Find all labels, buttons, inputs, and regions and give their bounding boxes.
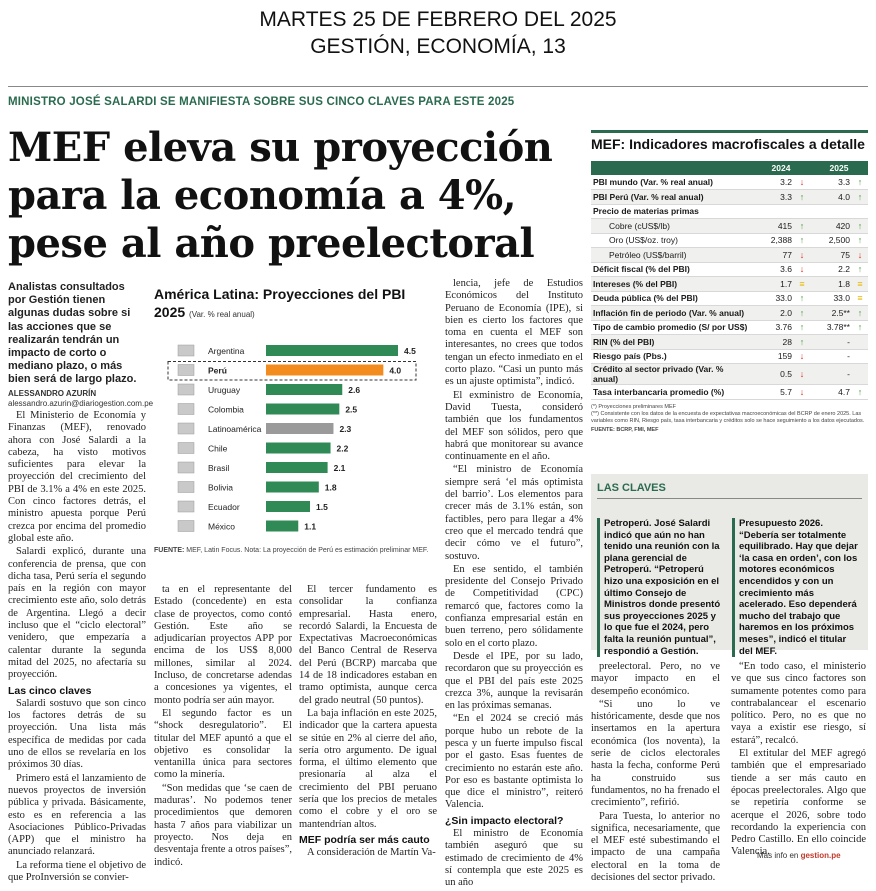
trend-icon: ≡ (852, 277, 868, 292)
indicator-row (591, 364, 868, 385)
trend-icon (852, 335, 868, 350)
chart-title-text: América Latina: Proyecciones del PBI 2025 (154, 286, 406, 320)
trend-icon (852, 349, 868, 364)
value-2025: 4.7 (810, 385, 852, 400)
header-year-2025: 2025 (810, 161, 868, 175)
paragraph: Salardi explicó, durante una conferencia de prensa, que con dicha tasa, Perú sería el segundo país en la región con mayor crecimiento este año, solo detrás de Argentina. Llegó a decir incluso que el “ciclo electoral” venidero, que empezaría a calentar durante la segunda mitad del 2025, no afectaría su proyección. (8, 546, 146, 681)
trend-icon: ↓ (794, 385, 810, 400)
bar (266, 345, 398, 356)
value-2024: 33.0 (752, 291, 794, 306)
indicator-row (591, 291, 868, 306)
paragraph: La baja inflación en este 2025, indicador que la cartera apuesta se sitúe en 2% al cierre del año, sería otro argumento. De igual forma, el último elemento que presionaría al alza el crecimiento del PBI peruano sería que los precios de metales como el cobre y el oro se mantendrían altos. (299, 707, 437, 830)
value-2025: 2,500 (810, 233, 852, 248)
chart-source-label: FUENTE: (154, 547, 185, 554)
body-column-6 (731, 661, 866, 860)
value-2024: 2,388 (752, 233, 794, 248)
value-2025: 2.2 (810, 262, 852, 277)
trend-icon: ≡ (794, 277, 810, 292)
country-flag-icon (178, 423, 194, 434)
trend-icon: ↑ (852, 219, 868, 234)
trend-icon: ≡ (852, 291, 868, 306)
value-label: 2.3 (339, 424, 352, 434)
country-flag-icon (178, 365, 194, 376)
indicator-row (591, 349, 868, 364)
trend-icon: ↑ (852, 233, 868, 248)
author-email[interactable]: alessandro.azurin@diariogestion.com.pe (8, 399, 154, 408)
footer-text: Más info en (757, 851, 799, 860)
indicator-row (591, 204, 868, 219)
paragraph: “Si uno lo ve históricamente, desde que nos insertamos en la apertura económica (los noventa), la serie de ciclos electorales hasta la fecha, conforme Perú ha construido sus fundamentos, no ha frenado el crecimiento”, refirió. (591, 698, 720, 809)
trend-icon (794, 204, 810, 219)
date-text: MARTES 25 DE FEBRERO DEL 2025 (259, 8, 617, 31)
country-flag-icon (178, 521, 194, 532)
trend-icon: ↑ (794, 306, 810, 321)
paragraph: “Son medidas que ‘se caen de maduras’. No podemos tener procedimientos que demoren hasta 7 años para viabilizar un proyecto. Nos deja en desventaja frente a otros países”, indicó. (154, 782, 292, 868)
trend-icon: ↓ (794, 248, 810, 263)
indicator-row (591, 335, 868, 350)
trend-icon: ↓ (852, 248, 868, 263)
brand-link[interactable]: gestion.pe (800, 851, 841, 860)
indicators-source: FUENTE: BCRP, FMI, MEF (591, 426, 659, 433)
body-column-2 (154, 584, 292, 870)
value-label: 4.5 (404, 346, 416, 356)
value-2024: 3.6 (752, 262, 794, 277)
category-label: Uruguay (208, 385, 241, 395)
clave-text: “Debería ser totalmente equilibrado. Hay que dejar ‘la casa en orden’, con los motores económicos encendidos y con un crecimiento más acelerado. Eso dependerá mucho del trabajo que haremos en los próximos meses”, indicó el titular del MEF. (739, 529, 858, 657)
value-2024: 415 (752, 219, 794, 234)
paragraph: Primero está el lanzamiento de nuevos proyectos de inversión pública y privada. Básicamente, esto es en referencia a las Asociaciones Público-Privadas (APP) que el ministro ha anunciado relanzará. (8, 772, 146, 858)
value-2025: - (810, 364, 852, 385)
country-flag-icon (178, 384, 194, 395)
indicator-label: Oro (US$/oz. troy) (591, 233, 752, 248)
value-2025: 420 (810, 219, 852, 234)
country-flag-icon (178, 462, 194, 473)
chart-title (154, 285, 438, 324)
trend-icon: ↑ (794, 335, 810, 350)
section-text: GESTIÓN, ECONOMÍA, 13 (310, 35, 566, 58)
country-flag-icon (178, 345, 194, 356)
value-2025: 2.5** (810, 306, 852, 321)
subheading: ¿Sin impacto electoral? (445, 814, 564, 827)
indicator-row (591, 320, 868, 335)
clave-presupuesto (732, 518, 860, 657)
bar (266, 521, 298, 532)
bar (266, 365, 383, 376)
trend-icon: ↑ (794, 320, 810, 335)
trend-icon: ↓ (794, 349, 810, 364)
trend-icon: ↓ (794, 175, 810, 190)
clave-key: Presupuesto 2026. (739, 518, 823, 529)
indicator-label: Cobre (cUS$/lb) (591, 219, 752, 234)
paragraph: “En el 2024 se creció más porque hubo un rebote de la pesca y un fuerte impulso fiscal por el gasto. Esas fuentes de crecimiento no estarán este año. Por eso es bastante optimista lo que dice el ministro”, reiteró Valencia. (445, 713, 583, 811)
paragraph: “En todo caso, el ministerio ve que sus cinco factores son sumamente potentes como para contrabalancear el escenario político. Pero, no es que no vaya a existir ese riesgo, sí estará”, recalcó. (731, 661, 866, 746)
category-label: Ecuador (208, 502, 240, 512)
category-label: Argentina (208, 346, 245, 356)
value-2024: 0.5 (752, 364, 794, 385)
category-label: Colombia (208, 404, 244, 415)
value-2024: 28 (752, 335, 794, 350)
value-2025: 1.8 (810, 277, 852, 292)
value-2025: - (810, 349, 852, 364)
indicator-label: Tipo de cambio promedio (S/ por US$) (591, 320, 752, 335)
indicator-label: Precio de materias primas (591, 204, 752, 219)
indicator-row (591, 262, 868, 277)
value-label: 2.6 (348, 385, 361, 395)
trend-icon: ↑ (852, 262, 868, 277)
value-2024: 1.7 (752, 277, 794, 292)
body-column-4 (445, 278, 583, 891)
note-2: (**) Consistente con los datos de la encuesta de expectativas macroeconómicas del BCRP de enero 2025. Las variables como RIN, Riesgo país, tasa interbancaria y créditos solo se hace seguimiento a los datos ejecutados. (591, 410, 865, 424)
value-2025: 75 (810, 248, 852, 263)
top-rule (8, 86, 868, 87)
indicator-label: Deuda pública (% del PBI) (591, 291, 752, 306)
chart-svg (154, 341, 438, 541)
value-2024: 3.76 (752, 320, 794, 335)
value-2025: 3.78** (810, 320, 852, 335)
indicator-row (591, 385, 868, 400)
kicker: MINISTRO JOSÉ SALARDI SE MANIFIESTA SOBRE SUS CINCO CLAVES PARA ESTE 2025 (8, 96, 515, 108)
country-flag-icon (178, 443, 194, 454)
paragraph: lencia, jefe de Estudios Económicos del Instituto Peruano de Economía (IPE), si bien es cierto los factores que toma en cuenta el MEF son interesantes, no crees que todos tengan un efecto inmediato en el corto plazo. “Casi un punto más es un ajuste optimista”, indicó. (445, 278, 583, 388)
trend-icon: ↑ (852, 385, 868, 400)
trend-icon: ↑ (852, 320, 868, 335)
paragraph: El ministro de Economía también aseguró que su estimado de crecimiento de 4% sí contempla que este 2025 es un año (445, 828, 583, 889)
paragraph: El Ministerio de Economía y Finanzas (MEF), renovado ahora con José Salardi a la cabeza, ha visto motivos suficientes para elevar la proyección del crecimiento del PBI de 3.1% a 4% en este 2025. Con cinco factores detrás, el ministro apuesta porque Perú crezca por encima del promedio global este año. (8, 410, 146, 544)
paragraph: A consideración de Martín Va- (307, 847, 436, 859)
gdp-chart (154, 285, 438, 569)
paragraph: El exministro de Economía, David Tuesta, consideró también que los fundamentos del MEF son sólidos, pero que habrá que monitorear su avance continuamente en el año. (445, 389, 583, 463)
indicator-label: Déficit fiscal (% del PBI) (591, 262, 752, 277)
subheading: MEF podría ser más cauto (299, 833, 430, 846)
value-label: 1.5 (316, 502, 328, 512)
chart-footnote (154, 547, 438, 554)
indicator-row (591, 190, 868, 205)
value-2024: 3.2 (752, 175, 794, 190)
author-name: ALESSANDRO AZURÍN (8, 389, 97, 398)
category-label: Chile (208, 443, 228, 454)
bar (266, 404, 339, 415)
claves-heading: LAS CLAVES (597, 482, 666, 494)
body-column-3 (299, 584, 437, 861)
indicator-label: RIN (% del PBI) (591, 335, 752, 350)
body-column-5 (591, 661, 720, 885)
body-column-1 (8, 410, 146, 885)
indicators-table (591, 161, 868, 400)
value-label: 1.8 (324, 482, 337, 493)
paragraph: El extitular del MEF agregó también que el empresariado tiende a ser más cauto en épocas preelectorales. Algo que se repetiría conforme se acerque el 2026, sobre todo recordando la experiencia con Pedro Castillo. En ello coincide Valencia. (731, 748, 866, 858)
country-flag-icon (178, 404, 194, 415)
value-2024: 159 (752, 349, 794, 364)
clave-petroperu (597, 518, 725, 657)
bar (266, 423, 333, 434)
country-flag-icon (178, 501, 194, 512)
value-2025: - (810, 335, 852, 350)
value-label: 2.1 (333, 463, 346, 473)
trend-icon: ↑ (794, 291, 810, 306)
value-2025: 33.0 (810, 291, 852, 306)
value-label: 2.5 (345, 404, 358, 415)
trend-icon (852, 364, 868, 385)
header-year-2024: 2024 (752, 161, 810, 175)
indicator-label: Riesgo país (Pbs.) (591, 349, 752, 364)
paragraph: El segundo factor es un “shock desregulatorio”. El titular del MEF apuntó a que el objetivo es consolidar la ventanilla única para sectores como la minería. (154, 707, 292, 781)
chart-note: Nota: La proyección de Perú es estimación preliminar MEF. (244, 547, 429, 554)
claves-rule (597, 498, 862, 499)
trend-icon: ↑ (852, 306, 868, 321)
category-label: Brasil (208, 463, 230, 473)
category-label: México (208, 521, 235, 532)
value-label: 1.1 (304, 521, 317, 532)
indicator-label: Tasa interbancaria promedio (%) (591, 385, 752, 400)
paragraph: preelectoral. Pero, no ve mayor impacto en el desempeño económico. (591, 661, 720, 697)
footer-link[interactable] (757, 851, 841, 860)
paragraph: En ese sentido, el también presidente del Consejo Privado de Competitividad (CPC) remarcó que, factores como la confianza empresarial están en buen terreno, pero sólidamente solo en el corto plazo. (445, 563, 583, 649)
indicator-row (591, 233, 868, 248)
value-2024: 5.7 (752, 385, 794, 400)
paragraph: ta en el representante del Estado (concedente) en esta clase de proyectos, como contó Gestión. Este año se adjudicarían proyectos APP por encima de los US$ 8,000 millones, similar al 2024. Incluso, de concretarse adendas a concesiones ya vigentes, el monto podría ser aún mayor. (154, 584, 292, 706)
value-2025 (810, 204, 852, 219)
bar (266, 462, 328, 473)
indicator-row (591, 248, 868, 263)
value-2024: 2.0 (752, 306, 794, 321)
trend-icon: ↑ (794, 233, 810, 248)
note-1: (*) Proyecciones preliminares MEF (591, 403, 676, 410)
value-label: 2.2 (336, 443, 349, 454)
value-2024 (752, 204, 794, 219)
paragraph: Desde el IPE, por su lado, recordaron que su proyección es que el PBI del país este 2025 crezca 3%, aunque la revisarán en las próximas semanas. (445, 650, 583, 712)
indicator-label: PBI Perú (Var. % real anual) (591, 190, 752, 205)
category-label: Perú (208, 365, 227, 376)
bar (266, 384, 342, 395)
value-2025: 3.3 (810, 175, 852, 190)
trend-icon: ↑ (794, 219, 810, 234)
value-2024: 77 (752, 248, 794, 263)
category-label: Latinoamérica (208, 424, 262, 434)
las-claves-box (591, 474, 868, 657)
lead-paragraph: Analistas consultados por Gestión tienen algunas dudas sobre si las acciones que se realizarán tendrán un impacto de corto o mediano plazo, o más bien será de largo plazo. (8, 281, 137, 386)
trend-icon: ↓ (794, 364, 810, 385)
subheading: Las cinco claves (8, 684, 92, 697)
indicator-label: Crédito al sector privado (Var. % anual) (591, 364, 752, 385)
bar (266, 482, 319, 493)
bar (266, 443, 331, 454)
country-flag-icon (178, 482, 194, 493)
trend-icon: ↑ (852, 190, 868, 205)
paragraph: La reforma tiene el objetivo de que ProInversión se convier- (8, 859, 146, 883)
value-2025: 4.0 (810, 190, 852, 205)
chart-unit: (Var. % real anual) (189, 310, 255, 319)
value-label: 4.0 (389, 365, 402, 376)
paragraph: Salardi sostuvo que son cinco los factores detrás de su proyección. Una lista más específica de medidas por cada uno de ellos se revelaría en los próximos 30 días. (8, 697, 146, 771)
indicators-body (591, 175, 868, 399)
byline (8, 389, 154, 409)
trend-icon: ↑ (794, 190, 810, 205)
header-blank (591, 161, 752, 175)
indicators-title: MEF: Indicadores macrofiscales a detalle (591, 130, 868, 153)
indicator-row (591, 219, 868, 234)
indicator-label: PBI mundo (Var. % real anual) (591, 175, 752, 190)
chart-source: MEF, Latin Focus. (186, 547, 243, 554)
indicators-notes (591, 404, 868, 434)
trend-icon: ↑ (852, 175, 868, 190)
clave-key: Petroperú. (604, 518, 652, 529)
paragraph: El tercer fundamento es consolidar la confianza empresarial. Hasta enero, recordó Salardi, la Encuesta de Expectativas Macroeconómicas del Banco Central de Reserva del Perú (BCRP) marcaba que 14 de 18 indicadores estaban en tramo optimista, aunque cerca del grado neutral (50 puntos). (299, 584, 437, 706)
paragraph: Para Tuesta, lo anterior no significa, necesariamente, que el MEF esté subestimando el impacto de una campaña electoral en la toma de decisiones del sector privado. (591, 810, 720, 884)
indicators-header-row (591, 161, 868, 175)
indicator-row (591, 306, 868, 321)
paragraph: “El ministro de Economía siempre será ‘el más optimista del barrio’. Los elementos para crecer más de 3.1% están, son factibles, pero para llegar a 4% creo que el mercado tendrá que decir cómo ve el futuro”, sostuvo. (445, 464, 583, 562)
clave-text: José Salardi indicó que aún no han tenido una reunión con la plana gerencial de Petroperú. “Petroperú hizo una exposición en el último Consejo de Ministros donde presentó sus proyecciones 2025 y lo que fue el 2024, pero falta la reunión puntual”, respondió a Gestión. (604, 518, 721, 657)
indicator-label: Petróleo (US$/barril) (591, 248, 752, 263)
indicator-row (591, 277, 868, 292)
bar (266, 501, 310, 512)
indicators-panel (591, 130, 868, 434)
headline: MEF eleva su proyección para la economía a 4%, pese al año preelectoral (8, 124, 553, 267)
indicator-label: Intereses (% del PBI) (591, 277, 752, 292)
trend-icon: ↓ (794, 262, 810, 277)
dateline (0, 6, 876, 60)
category-label: Bolivia (208, 482, 234, 493)
indicator-label: Inflación fin de periodo (Var. % anual) (591, 306, 752, 321)
value-2024: 3.3 (752, 190, 794, 205)
trend-icon (852, 204, 868, 219)
indicator-row (591, 175, 868, 190)
